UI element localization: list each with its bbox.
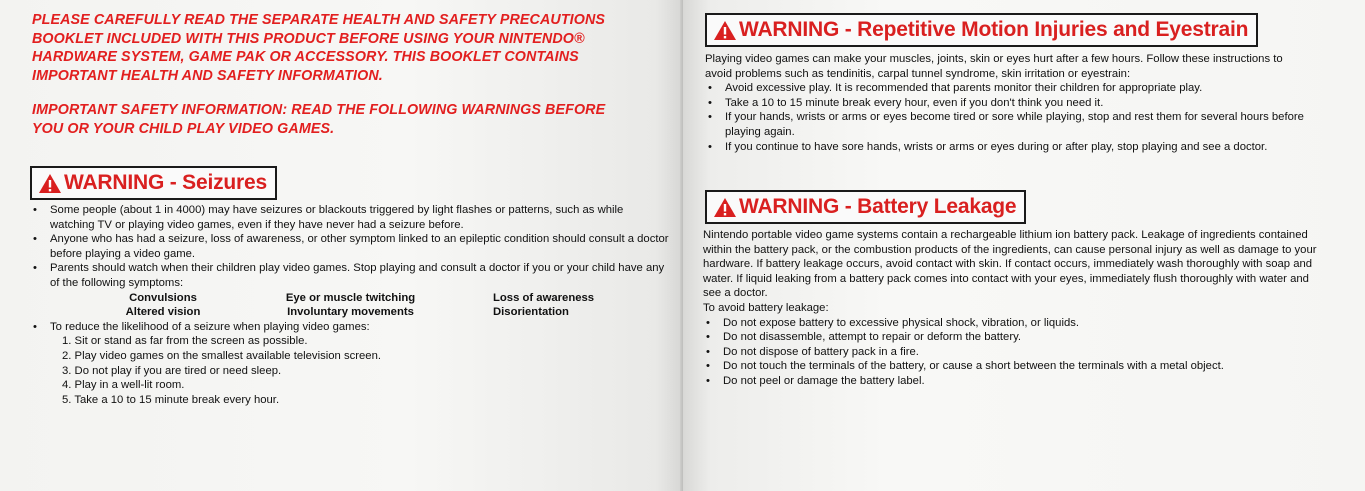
battery-bullet: • Do not dispose of battery pack in a fire.	[703, 345, 1328, 360]
symptom: Involuntary movements	[287, 306, 414, 319]
seizures-heading	[30, 166, 277, 200]
safety-line-1: IMPORTANT SAFETY INFORMATION: READ THE FOLLOWING WARNINGS BEFORE	[32, 102, 606, 118]
reduce-list	[30, 320, 670, 335]
rsi-bullet: • Avoid excessive play. It is recommended that parents monitor their children for appropriate play.	[705, 81, 1305, 96]
intro-line-2: BOOKLET INCLUDED WITH THIS PRODUCT BEFORE USING YOUR NINTENDO®	[32, 30, 585, 47]
battery-body	[703, 228, 1328, 389]
symptom: Disorientation	[493, 306, 569, 319]
rsi-bullet: • If you continue to have sore hands, wrists or arms or eyes during or after play, stop playing and see a doctor.	[705, 140, 1305, 155]
symptom: Convulsions	[129, 291, 197, 304]
seizures-heading-text: WARNING - Seizures	[64, 171, 267, 194]
step-item: 4. Play in a well-lit room.	[62, 379, 185, 392]
warning-triangle-icon	[713, 197, 737, 218]
intro-line-4: IMPORTANT HEALTH AND SAFETY INFORMATION.	[32, 67, 383, 84]
warning-triangle-icon	[713, 20, 737, 41]
warning-triangle-icon	[38, 173, 62, 194]
rsi-bullet: • If your hands, wrists or arms or eyes become tired or sore while playing, stop and rest them for several hours before playing again.	[705, 110, 1305, 139]
symptom: Loss of awareness	[493, 291, 595, 304]
seizures-body	[30, 203, 670, 407]
battery-intro: Nintendo portable video game systems contain a rechargeable lithium ion battery pack. Leakage of ingredients contained within the battery pack, or the combustion products of the ingredients, can cause personal injury as well as damage to your hardware. If battery leakage occurs, avoid contact with skin. If contact occurs, immediately wash thoroughly with soap and water. If liquid leaking from a battery pack comes into contact with your eyes, immediately flush thoroughly with water and see a doctor.	[703, 229, 1317, 300]
symptom: Eye or muscle twitching	[285, 291, 416, 304]
rsi-heading-text: WARNING - Repetitive Motion Injuries and Eyestrain	[739, 18, 1249, 41]
symptoms-table	[30, 291, 670, 320]
rsi-heading	[705, 13, 1258, 47]
seizures-bullet-list	[30, 203, 670, 291]
step-item: 2. Play video games on the smallest available television screen.	[62, 349, 381, 362]
safety-line-2: YOU OR YOUR CHILD PLAY VIDEO GAMES.	[32, 120, 335, 137]
step-item: 3. Do not play if you are tired or need sleep.	[62, 364, 282, 377]
battery-avoid-label: To avoid battery leakage:	[703, 301, 829, 314]
rsi-body	[705, 52, 1305, 154]
battery-bullet: • Do not disassemble, attempt to repair or deform the battery.	[703, 330, 1328, 345]
seizures-bullet: • Parents should watch when their children play video games. Stop playing and consult a doctor if you or your child have any of the following symptoms:	[30, 261, 670, 290]
seizures-bullet: • Anyone who has had a seizure, loss of awareness, or other symptom linked to an epileptic condition should consult a doctor before playing a video game.	[30, 232, 670, 261]
battery-heading	[705, 190, 1026, 224]
intro-line-1: PLEASE CAREFULLY READ THE SEPARATE HEALTH AND SAFETY PRECAUTIONS	[32, 12, 606, 28]
battery-bullet: • Do not expose battery to excessive physical shock, vibration, or liquids.	[703, 316, 1328, 331]
seizure-steps	[30, 334, 670, 407]
battery-heading-text: WARNING - Battery Leakage	[739, 195, 1017, 218]
step-item: 5. Take a 10 to 15 minute break every hour.	[62, 393, 280, 406]
rsi-intro: Playing video games can make your muscles, joints, skin or eyes hurt after a few hours. Follow these instructions to avoid problems such as tendinitis, carpal tunnel syndrome, skin irritation or eyestrain:	[705, 53, 1283, 80]
battery-bullet: • Do not peel or damage the battery label.	[703, 374, 1328, 389]
reduce-intro: • To reduce the likelihood of a seizure when playing video games:	[30, 320, 670, 335]
seizures-bullet: • Some people (about 1 in 4000) may have seizures or blackouts triggered by light flashes or patterns, such as while watching TV or playing video games, even if they have never had a seizure before.	[30, 203, 670, 232]
step-item: 1. Sit or stand as far from the screen as possible.	[62, 335, 308, 348]
rsi-bullet: • Take a 10 to 15 minute break every hour, even if you don't think you need it.	[705, 96, 1305, 111]
rsi-bullet-list	[705, 81, 1305, 154]
battery-bullet: • Do not touch the terminals of the battery, or cause a short between the terminals with a metal object.	[703, 359, 1328, 374]
symptom: Altered vision	[125, 306, 201, 319]
battery-bullet-list	[703, 316, 1328, 389]
right-page	[683, 0, 1365, 491]
intro-line-3: HARDWARE SYSTEM, GAME PAK OR ACCESSORY. THIS BOOKLET CONTAINS	[32, 49, 579, 66]
